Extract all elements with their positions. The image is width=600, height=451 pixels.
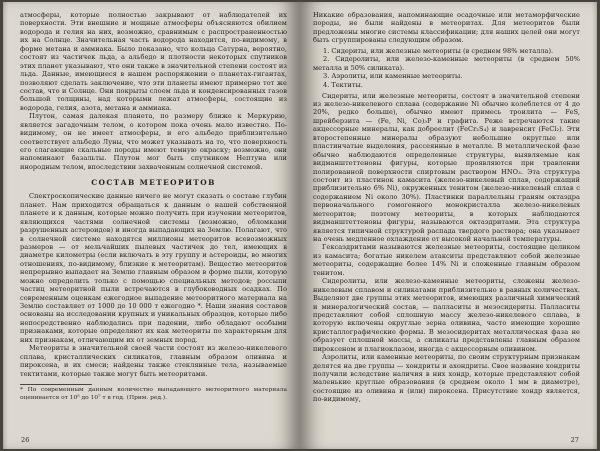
classification-item: 2. Сидеролиты, или железо-каменные метеориты (в среднем 50% металла и 50% силиката). bbox=[313, 55, 580, 72]
page-number-right: 27 bbox=[570, 436, 579, 444]
paragraph: Метеориты в значительной своей части состоят из железо-никелевого сплава, кристаллических силикатов, главным образом оливина и пироксена, и их смеси; найдены также стеклянные тела, называемые тектитами, которые также могут быть метеоритами. bbox=[20, 344, 287, 378]
page-number-left: 26 bbox=[21, 436, 30, 444]
paragraph: Сидеролиты, или железо-каменные метеориты, сложены железо-никелевым сплавом и силикатами приблизительно в равных количествах. Выделяют две группы этих метеоритов, имеющих различный химический и минералогический состав, — палласиты и мезосидериты. Палласиты представляют собой сплошную массу железо-никелевого сплава, в которую включены округлые зерна оливина, часто имеющие хорошие кристаллографические формы. В мезосидеритах металлическая фаза не образует сплошной массы, а силикаты представлены главным образом пироксеном и плагиоклазом, иногда с акцессорным оливином. bbox=[313, 277, 580, 353]
paragraph: атмосферы, которые полностью закрывают от наблюдателей их поверхности. Эти внешние и мощные атмосферы объясняются обилием водорода и гелия на них, возможно, сравнимым с распространенностью их на Солнце. Значительная часть водорода находится, по-видимому, в форме метана и аммиака. Было показано, что кольца Сатурна, вероятно, состоят из частичек льда, а альбедо и плотности некоторых спутников этих планет указывают, что они также в значительной степени состоят из льда. Данные, имеющиеся в нашем распоряжении о планетах-гигантах, позволяют сделать заключение, что эти планеты имеют примерно тот же состав, что и Солнце. Они покрыты слоем льда и конденсированных газов большой толщины, над которыми лежат атмосферы, состоящие из водорода, гелия, азота, метана и аммиака. bbox=[20, 11, 287, 112]
classification-item: 1. Сидериты, или железные метеориты (в среднем 98% металла). bbox=[323, 46, 554, 55]
section-header: СОСТАВ МЕТЕОРИТОВ bbox=[91, 178, 216, 188]
footnote: * По современным данным количество выпадающего метеоритного материала оценивается от 10⁵ до 10⁷ т в год. (Прим. ред.). bbox=[20, 386, 287, 401]
page-left bbox=[3, 2, 300, 449]
paragraph: Никакие образования, напоминающие осадочные или метаморфические породы, не были найдены в метеоритах. Для метеоритов были предложены многие системы классификации; для наших целей они могут быть сгруппированы следующим образом. bbox=[313, 11, 580, 45]
footnote-divider bbox=[20, 384, 92, 385]
classification-item: 3. Аэролиты, или каменные метеориты. bbox=[323, 72, 463, 81]
page-right bbox=[300, 2, 597, 449]
meteorite-classification-list bbox=[313, 47, 580, 90]
classification-item: 4. Тектиты. bbox=[323, 81, 363, 89]
paragraph: Аэролиты, или каменные метеориты, по своим структурным признакам делятся на две группы — хондриты и ахондриты. Свое название хондриты получили вследствие наличия в них хондр, которые представляют собой маленькие круглые образования (в среднем около 1 мм в диаметре), состоящие из оливина и (или) пироксена. Присутствие хондр является, по-видимому, bbox=[313, 353, 580, 404]
paragraph: Сидериты, или железные метеориты, состоят в значительной степени из железо-никелевого сплава (содержание Ni обычно колеблется от 4 до 20%, редко больше), обычно имеют примесь троилита — FeS, шрейберзита — (Fe, Ni, Co)₃P и графита. Реже встречаются такие акцессорные минералы, как добреелит (FeCr₂S₄) и лавренсит (FeCl₂). Эти второстепенные минералы образуют небольшие округлые или пластинчатые выделения, рассеянные в металле. В металлической фазе обычно наблюдаются определенные структуры, выявляемые как видманштеттеновы фигуры, которые проявляются при травлении полированной поверхности спиртовым раствором HNO₃. Эта структура состоит из пластинок камасита (железо-никелевый сплав, содержащий приблизительно 6% Ni), окруженных тенитом (железо-никелевый сплав с содержанием Ni около 30%). Пластинки параллельны граням октаэдра первоначального гомогенного монокристалла железо-никелевых метеоритов; поэтому метеориты, в которых наблюдаются видманштеттеновы фигуры, называются октаэдритами. Эта структура является типичной структурой распада твердого раствора; она указывает на очень медленное охлаждение от высокой начальной температуры. bbox=[313, 91, 580, 243]
paragraph: Гексаэдритами называются железные метеориты, состоящие целиком из камасита; богатые никелем атакситы представляют собой железные метеориты, содержащие более 14% Ni и сложенные главным образом тенитом. bbox=[313, 243, 580, 277]
paragraph: Спектроскопические данные ничего не могут сказать о составе глубин планет. Нам приходится обращаться к данным о нашей собственной планете и к данным, которые можно получить при изучении метеоритов, являющихся частями солнечной системы (возможно, обломками разрушенных астероидов) и иногда выпадающих на Землю. Полагают, что в солнечной системе находятся миллионы метеоритов всевозможных размеров — от мельчайших пылевых частичек до тел, имеющих в диаметре километры (если включать в эту группу и астероиды, во многих отношениях, по-видимому, близкие к метеоритам). Вещество метеоритов непрерывно выпадает на Землю главным образом в форме пыли, которую можно определить только с помощью специальных методов; россыпи частиц метеоритной пыли встречаются в глубоководных осадках. По современным оценкам ежегодное выпадение метеоритного материала на Землю составляет от 1000 до 10 000 т ежегодно *. Наши знания составов основаны на исследовании крупных и уникальных образцов, которые либо непосредственно наблюдались при падении, либо обладают особыми признаками, которые определяют их как метеориты по характерным для них признакам, отличающим их от земных пород. bbox=[20, 192, 287, 344]
paragraph: Плутон, самая далекая планета, по размеру ближе к Меркурию, является загадочным телом, о котором пока очень мало известно. По-видимому, он не имеет атмосферы, и его альбедо приблизительно соответствует альбедо Луны, что может указывать на то, что поверхность его слагающие скальные породы имеют темную окраску; возможно, они напоминают базальты. Плутон мог быть спутником Нептуна или инородным телом, впоследствии захваченным солнечной системой. bbox=[20, 112, 287, 171]
